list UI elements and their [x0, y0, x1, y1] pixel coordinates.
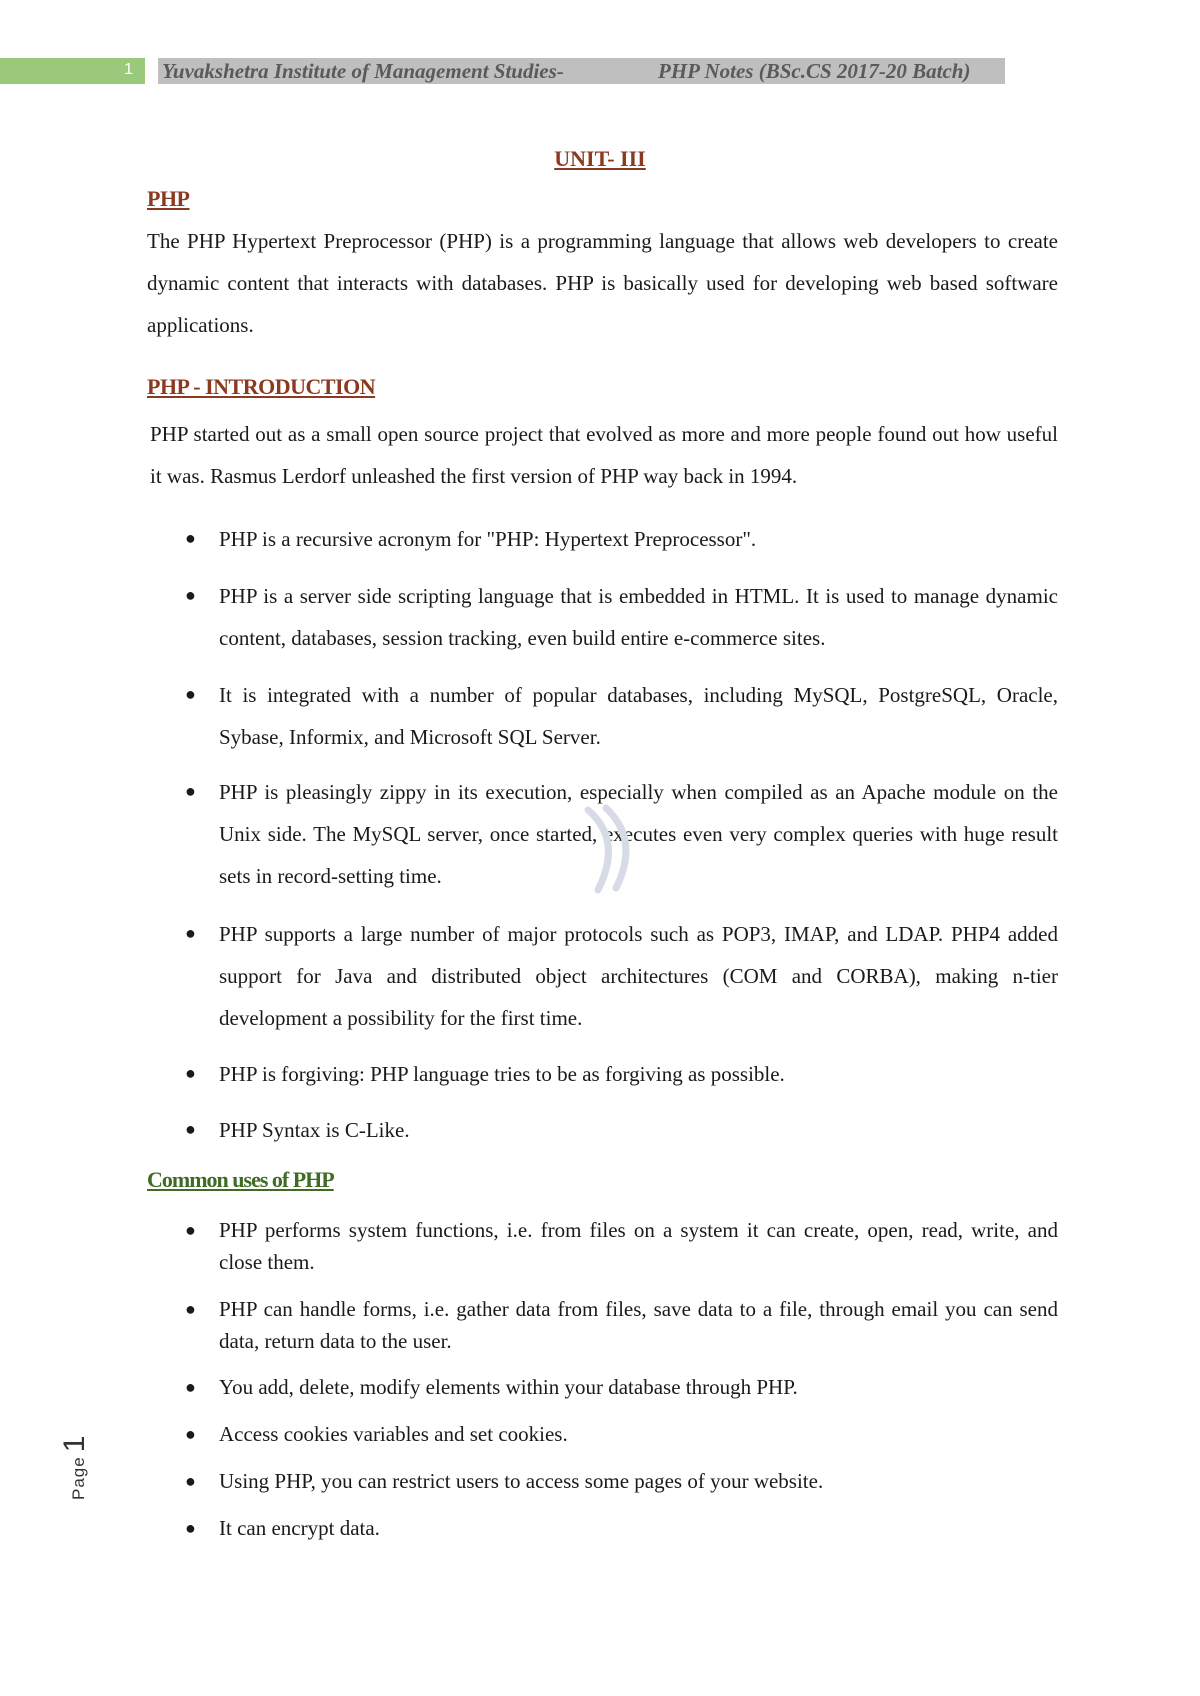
page-margin-label [58, 1436, 92, 1500]
list-item-text: PHP supports a large number of major protocols such as POP3, IMAP, and LDAP. PHP4 added support for Java and distributed object architectures (COM and CORBA), making n-tier development a possibility for the first time. [219, 922, 1058, 1030]
heading-php: PHP [147, 186, 190, 211]
bullet-icon: ● [185, 1063, 196, 1083]
list-item-text: PHP is a recursive acronym for "PHP: Hypertext Preprocessor". [219, 527, 757, 551]
bullet-icon: ● [185, 1377, 196, 1397]
list-item [185, 1293, 1058, 1357]
list-item [185, 1512, 1058, 1544]
bullet-icon: ● [185, 1220, 196, 1240]
bullet-icon: ● [185, 781, 196, 801]
page-label-number: 1 [58, 1435, 91, 1453]
list-item [185, 1053, 1058, 1095]
bullet-icon: ● [185, 1471, 196, 1491]
list-item-text: PHP is a server side scripting language that is embedded in HTML. It is used to manage dynamic content, databases, session tracking, even build entire e-commerce sites. [219, 584, 1058, 650]
bullet-icon: ● [185, 1299, 196, 1319]
bullet-icon: ● [185, 923, 196, 943]
list-item-text: PHP can handle forms, i.e. gather data from files, save data to a file, through email you can send data, return data to the user. [219, 1297, 1058, 1353]
unit-title: UNIT- III [554, 146, 646, 171]
page-number-tab [0, 58, 145, 84]
list-item [185, 575, 1058, 659]
list-item-text: Access cookies variables and set cookies. [219, 1422, 568, 1446]
list-item [185, 1465, 1058, 1497]
list-item-text: It can encrypt data. [219, 1516, 380, 1540]
list-item [185, 913, 1058, 1039]
page-label-word: Page [69, 1456, 88, 1500]
header-page-number: 1 [124, 61, 133, 78]
list-item [185, 518, 1058, 560]
list-item [185, 674, 1058, 758]
running-header [158, 58, 1005, 84]
header-course: PHP Notes (BSc.CS 2017-20 Batch) [658, 59, 971, 83]
list-item [185, 1214, 1058, 1278]
bullet-icon: ● [185, 528, 196, 548]
watermark-logo-icon [578, 800, 638, 900]
list-item [185, 1371, 1058, 1403]
list-item [185, 1109, 1058, 1151]
list-item-text: PHP performs system functions, i.e. from files on a system it can create, open, read, write, and close them. [219, 1218, 1058, 1274]
bullet-icon: ● [185, 1518, 196, 1538]
list-item-text: Using PHP, you can restrict users to access some pages of your website. [219, 1469, 824, 1493]
intro-paragraph: PHP started out as a small open source project that evolved as more and more people found out how useful it was. Rasmus Lerdorf unleashed the first version of PHP way back in 1994. [150, 422, 1058, 488]
php-paragraph: The PHP Hypertext Preprocessor (PHP) is a programming language that allows web developers to create dynamic content that interacts with databases. PHP is basically used for developing web based software applications. [147, 229, 1058, 337]
bullet-icon: ● [185, 585, 196, 605]
bullet-icon: ● [185, 684, 196, 704]
heading-introduction: PHP - INTRODUCTION [147, 374, 376, 399]
list-item-text: It is integrated with a number of popular databases, including MySQL, PostgreSQL, Oracle, Sybase, Informix, and Microsoft SQL Server. [219, 683, 1058, 749]
list-item-text: PHP is pleasingly zippy in its execution, especially when compiled as an Apache module on the Unix side. The MySQL server, once started, executes even very complex queries with huge result sets in record-setting time. [219, 780, 1058, 888]
list-item-text: PHP Syntax is C-Like. [219, 1118, 410, 1142]
heading-common-uses: Common uses of PHP [147, 1167, 334, 1192]
bullet-icon: ● [185, 1424, 196, 1444]
list-item-text: PHP is forgiving: PHP language tries to be as forgiving as possible. [219, 1062, 785, 1086]
header-institute: Yuvakshetra Institute of Management Studies- [162, 59, 564, 83]
bullet-icon: ● [185, 1119, 196, 1139]
list-item [185, 1418, 1058, 1450]
list-item-text: You add, delete, modify elements within your database through PHP. [219, 1375, 798, 1399]
